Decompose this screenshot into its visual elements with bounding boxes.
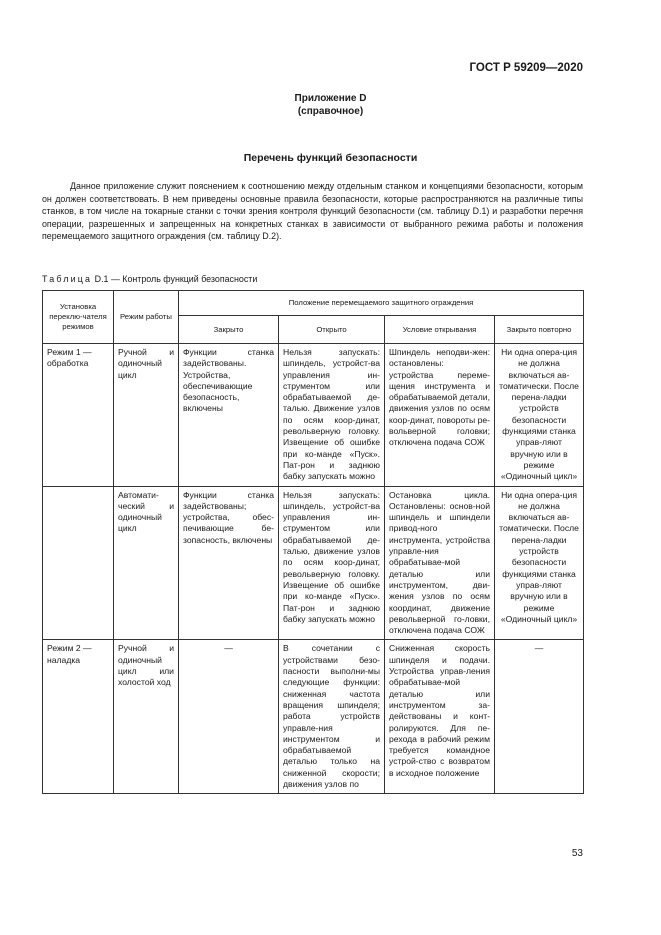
- standard-number: ГОСТ Р 59209—2020: [469, 62, 583, 74]
- table-caption: [42, 274, 257, 284]
- cell-opening-condition: Сниженная скорость шпинделя и подачи. Устройства управ-ления обрабатывае-мой деталью или инструментом за-действованы и конт-ролируются. Для пе-рехода в рабочий режим требуется командное устрой-ство с возвратом в исходное положение: [385, 640, 495, 794]
- appendix-subtitle: (справочное): [297, 106, 364, 117]
- cell-closed-again: —: [495, 640, 584, 794]
- cell-switch: Режим 1 — обработка: [43, 344, 114, 487]
- cell-open: В сочетании с устройствами безо-пасности выполни-мы следующие функции: сниженная частота вращения шпинделя; работа устройств управле-ния инструментом и обрабатываемой деталью только на сниженной скорости; движения узлов по: [279, 640, 385, 794]
- cell-mode: Ручной и одиночный цикл или холостой ход: [114, 640, 179, 794]
- col-header-guard-position: Положение перемещаемого защитного ограждения: [179, 291, 584, 316]
- cell-switch: Режим 2 — наладка: [43, 640, 114, 794]
- cell-closed: Функции станка задействованы. Устройства, обеспечивающие безопасность, включены: [179, 344, 279, 487]
- col-header-switch: Установка переклю-чателя режимов: [43, 291, 114, 344]
- cell-open: Нельзя запускать: шпиндель, устройст-ва управления ин-струментом или обрабатываемой де-талью, движение узлов по осям коор-динат, револьверную головку. Извещение об ошибке при ко-манде «Пуск». Пат-рон и заднюю бабку запускать можно: [279, 486, 385, 640]
- table-caption-text: D.1 — Контроль функций безопасности: [92, 274, 258, 284]
- safety-functions-table: [42, 290, 584, 794]
- col-header-closed-again: Закрыто повторно: [495, 316, 584, 344]
- appendix-heading: [0, 92, 661, 118]
- cell-closed-again: Ни одна опера-ция не должна включаться ав-томатически. После перена-ладки устройств безопасности функциями станка управ-ляют вручную или в режиме «Одиночный цикл»: [495, 486, 584, 640]
- col-header-closed: Закрыто: [179, 316, 279, 344]
- table-row: [43, 344, 584, 487]
- appendix-title: Приложение D: [294, 93, 367, 104]
- cell-open: Нельзя запускать: шпиндель, устройст-ва управления ин-струментом или обрабатываемой де-талью. Движение узлов по осям коор-динат, револьверную головку. Извещение об ошибке при ко-манде «Пуск». Пат-рон и заднюю бабку запускать можно: [279, 344, 385, 487]
- col-header-opening-condition: Условие открывания: [385, 316, 495, 344]
- cell-closed-again: Ни одна опера-ция не должна включаться ав-томатически. После перена-ладки устройств безопасности функциями станка управ-ляют вручную или в режиме «Одиночный цикл»: [495, 344, 584, 487]
- table-caption-prefix: Таблица: [42, 274, 93, 284]
- col-header-mode: Режим работы: [114, 291, 179, 344]
- cell-opening-condition: Шпиндель неподви-жен: остановлены: устройства переме-щения инструмента и обрабатываемой детали, движения узлов по осям коор-динат, повороты ре-вольверной головки; отключена подача СОЖ: [385, 344, 495, 487]
- cell-closed: —: [179, 640, 279, 794]
- intro-paragraph: Данное приложение служит пояснением к соотношению между отдельным станком и концепциями безопасности, которым он должен соответствовать. В нем приведены основные правила безопасности, которые распространяются на различные типы станков, в том числе на токарные станки с точки зрения контроля функций безопасности (см. таблицу D.1) и разработки перечня операции, разрешенных и запрещенных на конкретных станках в зависимости от выбранного режима работы и положения перемещаемого защитного ограждения (см. таблицу D.2).: [42, 181, 583, 241]
- cell-mode: Автомати-ческий и одиночный цикл: [114, 486, 179, 640]
- table-row: [43, 486, 584, 640]
- cell-mode: Ручной и одиночный цикл: [114, 344, 179, 487]
- cell-switch: [43, 486, 114, 640]
- page-number: 53: [571, 848, 583, 859]
- table-row: [43, 640, 584, 794]
- cell-closed: Функции станка задействованы; устройства, обес-печивающие бе-зопасность, включены: [179, 486, 279, 640]
- col-header-open: Открыто: [279, 316, 385, 344]
- cell-opening-condition: Остановка цикла. Остановлены: основ-ной шпиндель и шпиндели привод-ного инструмента, устройства управле-ния обрабатывае-мой деталью или инструментом, дви-жения узлов по осям координат, движение револьверной го-ловки, отключена подача СОЖ: [385, 486, 495, 640]
- section-heading: Перечень функций безопасности: [243, 152, 418, 164]
